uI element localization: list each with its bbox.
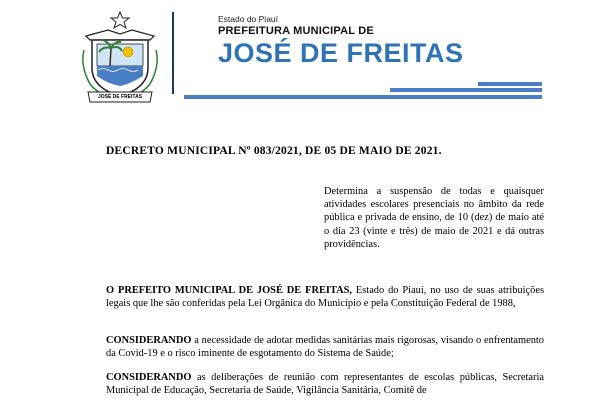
paragraph-text: Estado do Piauí, no uso de suas atribuições legais que lhe são conferidas pela Lei Orgânica do Município e pela Constituição Federal de 1988,	[106, 285, 545, 310]
decree-summary: Determina a suspensão de todas e quaisquer atividades escolares presenciais no âmbito da rede pública e privada de ensino, de 10 (dez) de maio até o dia 23 (vinte e três) de maio de 2021 e dá outras providências.	[324, 186, 544, 250]
paragraph-lead: CONSIDERANDO	[106, 372, 192, 383]
header-stripe-2	[390, 88, 542, 92]
decree-title: DECRETO MUNICIPAL Nº 083/2021, DE 05 DE MAIO DE 2021.	[106, 145, 442, 157]
paragraph-preamble	[106, 284, 544, 311]
header-stripe-3	[184, 95, 542, 99]
city-name: JOSÉ DE FREITAS	[218, 38, 464, 68]
state-name: Estado do Piauí	[218, 14, 279, 24]
paragraph-considerando-1	[106, 334, 544, 361]
paragraph-lead: CONSIDERANDO	[106, 335, 192, 346]
municipal-crest-logo	[78, 10, 162, 106]
header-divider	[172, 12, 174, 94]
paragraph-text: as deliberações de reunião com representantes de escolas públicas, Secretaria Municipal de Educação, Secretaria de Saúde, Vigilância Sanitária, Comitê de	[106, 372, 544, 397]
paragraph-text: a necessidade de adotar medidas sanitárias mais rigorosas, visando o enfrentamento da Covid-19 e o risco iminente de esgotamento do Sistema de Saúde;	[106, 335, 544, 360]
prefeitura-label: PREFEITURA MUNICIPAL DE	[218, 25, 374, 37]
paragraph-lead: O PREFEITO MUNICIPAL DE JOSÉ DE FREITAS,	[106, 285, 353, 296]
header-stripe-1	[478, 82, 542, 86]
crest-banner-text: JOSÉ DE FREITAS	[97, 94, 143, 100]
paragraph-considerando-2	[106, 371, 544, 398]
